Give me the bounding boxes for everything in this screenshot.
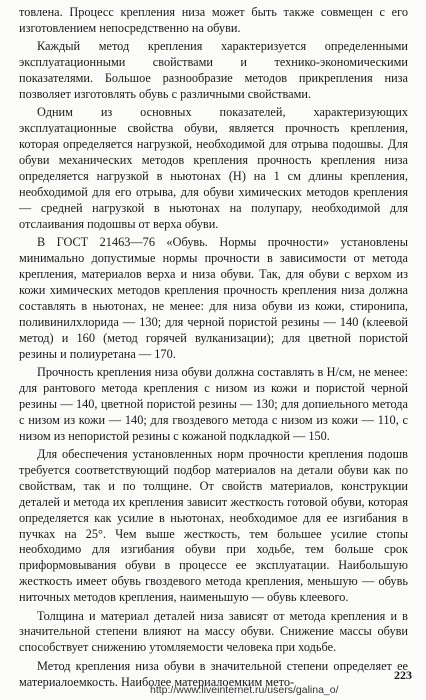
watermark-url: http://www.liveinternet.ru/users/galina_o/: [150, 684, 339, 696]
paragraph-stiffness: Для обеспечения установленных норм прочности крепления подошв требуется соответствующий подбор материалов на детали обуви как по свойствам, так и по толщине. От свойств материалов, конструкции деталей и метода их крепления зависит жесткость готовой обуви, которая определяется как усилие в ньютонах, необходимое для ее изгибания в пучках на 25°. Чем выше жесткость, тем большее усилие стопы необходимо для изгибания обуви при ходьбе, тем больше срок приформовывания обуви в процессе ее эксплуатации. Наибольшую жесткость имеет обувь гвоздевого метода крепления, меньшую — обувь ниточных методов крепления, наименьшую — обувь клеевого.: [19, 446, 408, 605]
paragraph-strength-values: Прочность крепления низа обуви должна составлять в Н/см, не менее: для рантового метода крепления с низом из кожи и пористой черной резины — 140, цветной пористой резины — 130; для допиельного метода с низом из кожи — 140; для гвоздевого метода с низом из кожи — 110, с низом из непористой резины с кожаной подкладкой — 150.: [19, 364, 408, 443]
paragraph-gost-norms: В ГОСТ 21463—76 «Обувь. Нормы прочности» установлены минимально допустимые нормы прочности в зависимости от метода крепления, материалов верха и низа обуви. Так, для обуви с верхом из кожи химических методов крепления прочность крепления низа должна составлять в ньютонах, не менее: для низа обуви из кожи, стиронипа, поливинилхлорида — 130; для черной пористой резины — 140 (клеевой метод) и 160 (метод горячей вулканизации); для цветной пористой резины и полиуретана — 170.: [19, 235, 408, 361]
paragraph-fastening-strength: Одним из основных показателей, характеризующих эксплуатационные свойства обуви, является прочность крепления, которая определяется нагрузкой, необходимой для отрыва подошвы. Для обуви механических методов крепления прочность крепления низа определяется нагрузкой в ньютонах (Н) на 1 см длины крепления, необходимой для его отрыва, для обуви химических методов крепления — средней нагрузкой в ньютонах на полупару, необходимой для отслаивания подошвы от верха обуви.: [19, 105, 408, 231]
paragraph-thickness-mass: Толщина и материал деталей низа зависят от метода крепления и в значительной степени влияют на массу обуви. Снижение массы обуви способствует снижению утомляемости человека при ходьбе.: [19, 608, 408, 655]
paragraph-material-intensity: Метод крепления низа обуви в значительной степени определяет ее материалоемкость. Наиболее материалоемким мето-: [19, 658, 408, 689]
paragraph-continued: товлена. Процесс крепления низа может быть также совмещен с его изготовлением непосредственно на обуви.: [19, 5, 408, 35]
body-text: [19, 5, 408, 693]
paragraph-fastening-methods: Каждый метод крепления характеризуется определенными эксплуатационными свойствами и технико-экономическими показателями. Большое разнообразие методов прикрепления низа позволяет изготовлять обувь с различными свойствами.: [19, 39, 408, 102]
page-number: 223: [394, 668, 412, 682]
